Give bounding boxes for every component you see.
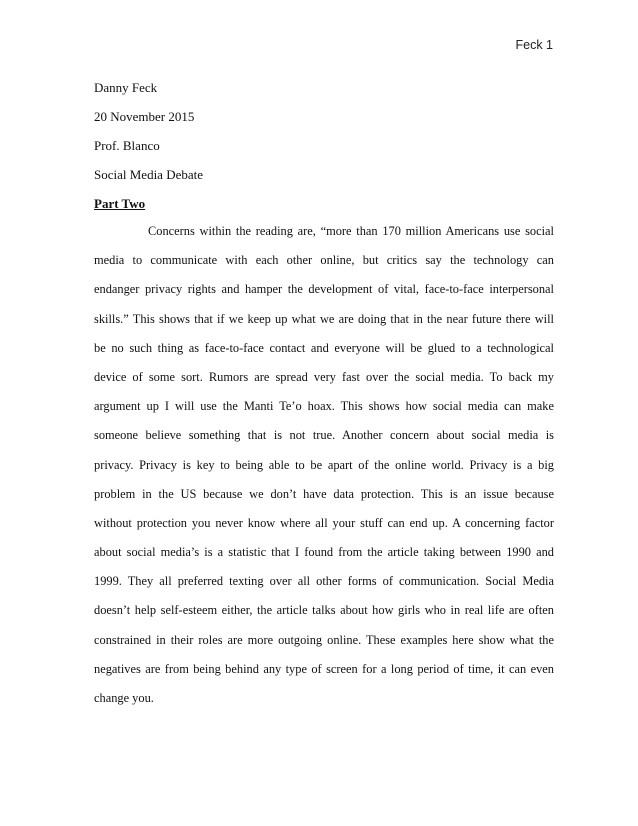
text-line: change you. <box>94 691 154 705</box>
text-line: negatives are from being behind any type of screen for a long period of time, it can even <box>94 661 554 676</box>
author-name: Danny Feck <box>94 80 158 95</box>
text-line: argument up I will use the Manti Te’o hoax. This shows how social media can make <box>94 399 554 414</box>
running-head-page-number: Feck 1 <box>515 38 553 52</box>
text-line: media to communicate with each other online, but critics say the technology can <box>94 253 554 268</box>
text-line: skills.” This shows that if we keep up what we are doing that in the near future there will <box>94 311 554 326</box>
text-line: device of some sort. Rumors are spread very fast over the social media. To back my <box>94 369 554 384</box>
text-line: endanger privacy rights and hamper the development of vital, face-to-face interpersonal <box>94 282 554 297</box>
course-title: Social Media Debate <box>94 167 204 182</box>
instructor-name: Prof. Blanco <box>94 138 160 153</box>
text-line: Concerns within the reading are, “more than 170 million Americans use social <box>148 224 554 238</box>
text-line: privacy. Privacy is key to being able to be apart of the online world. Privacy is a big <box>94 457 554 472</box>
text-line: constrained in their roles are more outgoing online. These examples here show what the <box>94 632 554 647</box>
section-heading: Part Two <box>94 196 146 211</box>
text-line: without protection you never know where all your stuff can end up. A concerning factor <box>94 515 554 530</box>
date-line: 20 November 2015 <box>94 109 195 124</box>
text-line: 1999. They all preferred texting over all other forms of communication. Social Media <box>94 574 554 589</box>
text-line: about social media’s is a statistic that I found from the article taking between 1990 and <box>94 545 554 560</box>
text-line: doesn’t help self-esteem either, the article talks about how girls who in real life are often <box>94 603 554 618</box>
text-line: be no such thing as face-to-face contact and everyone will be glued to a technological <box>94 340 554 355</box>
text-line: someone believe something that is not true. Another concern about social media is <box>94 428 554 443</box>
text-line: problem in the US because we don’t have data protection. This is an issue because <box>94 486 554 501</box>
essay-paragraph <box>94 217 554 713</box>
mla-heading-block <box>94 73 554 218</box>
